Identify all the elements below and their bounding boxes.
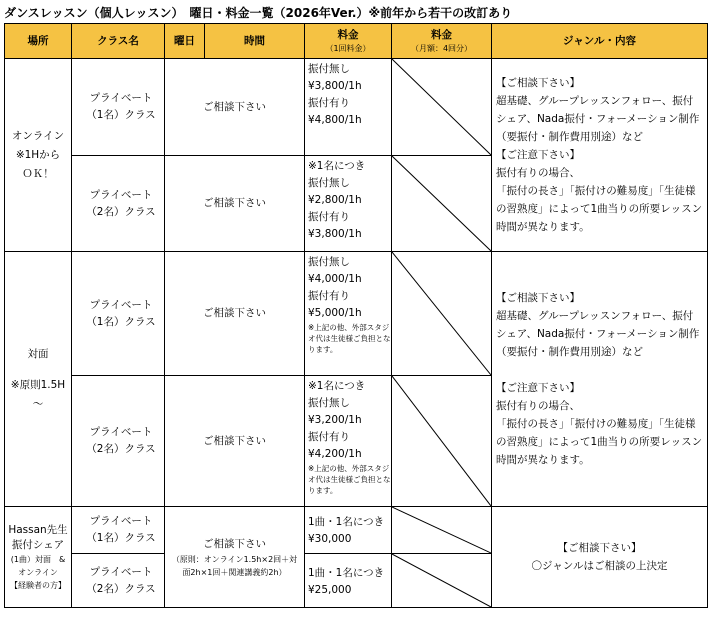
genre-line: 振付有りの場合、 (496, 167, 580, 179)
class-line: （1名）クラス (86, 315, 156, 328)
price-cell (305, 507, 392, 554)
place-online (5, 59, 72, 252)
price-cell (305, 156, 392, 252)
class-line: プライベート (89, 515, 153, 527)
class-line: プライベート (89, 188, 153, 201)
place-line: Hassan先生 (8, 523, 68, 536)
price-line: ¥4,200/1h (308, 448, 362, 460)
price-line: ¥3,800/1h (308, 80, 362, 92)
price-cell (305, 376, 392, 507)
genre-line: 振付有りの場合、 (496, 400, 580, 412)
price-line: 振付無し (308, 397, 350, 409)
monthly-fee-na (392, 376, 492, 507)
consult-text: ご相談下さい (203, 537, 266, 550)
price-line: 振付無し (308, 256, 350, 268)
price-line: 振付無し (308, 177, 350, 189)
header-time: 時間 (205, 24, 305, 59)
class-line: （2名）クラス (86, 205, 156, 218)
header-fee-sub: （1回料金） (325, 44, 371, 53)
page-title: ダンスレッスン（個人レッスン） 曜日・料金一覧（2026年Ver.）※前年から若干の改訂あり (4, 6, 513, 20)
class-private-2 (72, 554, 165, 608)
class-line: プライベート (89, 426, 153, 438)
place-inperson (5, 252, 72, 507)
genre-line: 【ご注意下さい】 (496, 149, 580, 161)
place-line: オンライン (18, 567, 58, 577)
lesson-price-table (4, 23, 708, 608)
class-line: プライベート (89, 298, 153, 311)
place-line: ＯＫ！ (22, 167, 54, 180)
price-line: 振付無し (308, 63, 350, 75)
header-place: 場所 (5, 24, 72, 59)
price-cell (305, 59, 392, 156)
genre-line: 【ご相談下さい】 (557, 542, 642, 554)
header-day: 曜日 (165, 24, 205, 59)
schedule-consult: ご相談下さい (165, 59, 305, 156)
genre-online (492, 59, 708, 252)
header-fee (305, 24, 392, 59)
class-line: （1名）クラス (86, 109, 156, 121)
class-line: プライベート (89, 565, 153, 578)
header-fee-main: 料金 (337, 29, 359, 41)
price-line: ¥4,000/1h (308, 273, 362, 285)
place-line: 対面 (27, 347, 49, 360)
genre-inperson (492, 252, 708, 507)
monthly-fee-na (392, 59, 492, 156)
place-line: オンライン (11, 129, 65, 142)
schedule-consult (165, 507, 305, 608)
schedule-consult: ご相談下さい (165, 376, 305, 507)
header-class-name: クラス名 (72, 24, 165, 59)
price-note: ※上記の他、外部スタジオ代は生徒様ご負担となります。 (308, 323, 391, 354)
price-cell (305, 252, 392, 376)
price-line: 振付有り (308, 97, 350, 109)
price-note: ※上記の他、外部スタジオ代は生徒様ご負担となります。 (308, 464, 391, 495)
place-line: 振付シェア (11, 538, 65, 551)
schedule-consult: ご相談下さい (165, 252, 305, 376)
genre-line: 超基礎、グループレッスンフォロー、振付シェア、Nada振付・フォーメーション制作（要振付・制作費用別途）など (496, 95, 700, 143)
price-line: ¥3,200/1h (308, 414, 362, 426)
price-line: ¥30,000 (308, 533, 352, 545)
header-genre: ジャンル・内容 (492, 24, 708, 59)
class-private-1 (72, 252, 165, 376)
genre-line: 「振付の長さ」「振付けの難易度」「生徒様の習熟度」によって1曲当りの所要レッスン時間が異なります。 (496, 418, 703, 466)
consult-note: （原則：オンライン1.5h×2回＋対面2h×1回＋関連講義約2h） (171, 554, 298, 577)
class-private-2 (72, 376, 165, 507)
class-line: （1名）クラス (86, 532, 156, 544)
header-row (5, 24, 708, 59)
table-row (5, 507, 708, 554)
price-line: ¥3,800/1h (308, 228, 362, 240)
class-line: プライベート (89, 92, 153, 104)
table-row (5, 252, 708, 376)
monthly-fee-na (392, 252, 492, 376)
price-line: ¥25,000 (308, 583, 352, 596)
header-fee2-sub: （月額：4回分） (410, 44, 473, 53)
genre-line: 〇ジャンルはご相談の上決定 (531, 560, 668, 572)
header-fee2-main: 料金 (431, 29, 452, 41)
place-line: 【経験者の方】 (10, 580, 66, 590)
table-row (5, 59, 708, 156)
monthly-fee-na (392, 156, 492, 252)
genre-hassan (492, 507, 708, 608)
genre-line: 【ご相談下さい】 (496, 292, 580, 304)
price-line: 1曲・1名につき (308, 516, 385, 528)
monthly-fee-na (392, 554, 492, 608)
price-line: 1曲・1名につき (308, 566, 385, 579)
place-hassan (5, 507, 72, 608)
genre-line: 超基礎、グループレッスンフォロー、振付シェア、Nada振付・フォーメーション制作（要振付・制作費用別途）など (496, 310, 700, 358)
genre-line: 【ご相談下さい】 (496, 77, 580, 89)
price-line: ¥2,800/1h (308, 194, 362, 206)
price-line: 振付有り (308, 431, 350, 443)
genre-line: 【ご注意下さい】 (496, 382, 580, 394)
class-private-1 (72, 507, 165, 554)
class-private-2 (72, 156, 165, 252)
monthly-fee-na (392, 507, 492, 554)
schedule-consult: ご相談下さい (165, 156, 305, 252)
class-line: （2名）クラス (86, 582, 156, 595)
price-line: ¥4,800/1h (308, 114, 362, 126)
genre-line: 「振付の長さ」「振付けの難易度」「生徒様の習熟度」によって1曲当りの所要レッスン時間が異なります。 (496, 185, 703, 233)
price-line: ※1名につき (308, 380, 366, 392)
class-private-1 (72, 59, 165, 156)
price-line: ¥5,000/1h (308, 307, 362, 319)
price-line: 振付有り (308, 211, 350, 223)
price-cell (305, 554, 392, 608)
place-line: (1曲）対面 & (10, 554, 66, 564)
place-line: ※原則1.5H (10, 378, 66, 391)
header-fee-monthly (392, 24, 492, 59)
price-line: ※1名につき (308, 160, 366, 172)
class-line: （2名）クラス (86, 443, 156, 455)
price-line: 振付有り (308, 290, 350, 302)
place-line: ※1Hから (15, 148, 61, 161)
place-line: ～ (32, 397, 44, 410)
